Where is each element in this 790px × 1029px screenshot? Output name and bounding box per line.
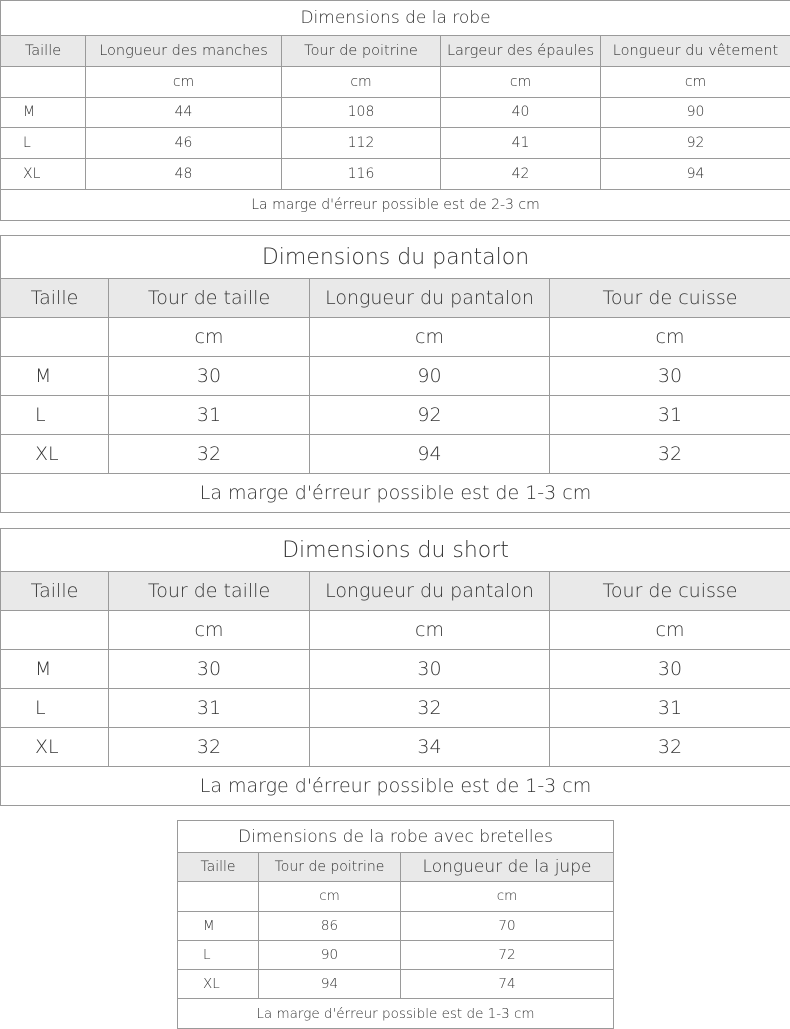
robe-bretelles-table-title: Dimensions de la robe avec bretelles xyxy=(178,821,614,853)
table-cell: 32 xyxy=(550,728,790,767)
table-cell: 42 xyxy=(441,159,601,190)
unit-cell: cm xyxy=(550,611,790,650)
table-cell: 94 xyxy=(601,159,790,190)
table-cell: 30 xyxy=(109,357,310,396)
table-cell: 32 xyxy=(109,728,310,767)
size-label: M xyxy=(1,357,109,396)
table-row xyxy=(1,97,790,128)
table-cell: 41 xyxy=(441,128,601,159)
table-cell: 31 xyxy=(550,689,790,728)
unit-cell: cm xyxy=(441,66,601,97)
unit-cell: cm xyxy=(109,611,310,650)
column-header-thigh: Tour de cuisse xyxy=(550,279,790,318)
unit-cell xyxy=(1,611,109,650)
robe-size-table xyxy=(0,0,790,221)
column-header-pants-length: Longueur du pantalon xyxy=(310,572,550,611)
table-cell: 48 xyxy=(86,159,282,190)
table-cell: 30 xyxy=(550,357,790,396)
column-header-garment-length: Longueur du vêtement xyxy=(601,36,790,67)
robe-bretelles-header-row xyxy=(178,853,614,882)
size-label: XL xyxy=(178,970,259,999)
unit-cell: cm xyxy=(282,66,441,97)
unit-cell: cm xyxy=(401,882,614,911)
table-cell: 90 xyxy=(259,940,401,969)
unit-cell: cm xyxy=(550,318,790,357)
short-header-row xyxy=(1,572,790,611)
table-cell: 108 xyxy=(282,97,441,128)
pantalon-size-table xyxy=(0,235,790,513)
column-header-shoulder-width: Largeur des épaules xyxy=(441,36,601,67)
table-cell: 32 xyxy=(109,435,310,474)
size-label: M xyxy=(178,911,259,940)
pantalon-header-row xyxy=(1,279,790,318)
size-label: L xyxy=(1,396,109,435)
short-size-table xyxy=(0,528,790,806)
table-row xyxy=(178,970,614,999)
table-cell: 34 xyxy=(310,728,550,767)
table-cell: 94 xyxy=(310,435,550,474)
column-header-thigh: Tour de cuisse xyxy=(550,572,790,611)
unit-cell xyxy=(1,66,86,97)
table-cell: 40 xyxy=(441,97,601,128)
unit-cell: cm xyxy=(259,882,401,911)
column-header-chest: Tour de poitrine xyxy=(282,36,441,67)
table-cell: 31 xyxy=(550,396,790,435)
unit-cell xyxy=(178,882,259,911)
size-label: XL xyxy=(1,159,86,190)
robe-bretelles-error-margin-note: La marge d'érreur possible est de 1-3 cm xyxy=(178,999,614,1028)
pantalon-table-title: Dimensions du pantalon xyxy=(1,236,790,279)
table-cell: 74 xyxy=(401,970,614,999)
table-row xyxy=(1,159,790,190)
table-row xyxy=(178,911,614,940)
column-header-sleeve-length: Longueur des manches xyxy=(86,36,282,67)
table-row xyxy=(178,940,614,969)
table-cell: 92 xyxy=(310,396,550,435)
table-row xyxy=(1,689,790,728)
table-cell: 90 xyxy=(310,357,550,396)
robe-table-title: Dimensions de la robe xyxy=(1,1,790,36)
size-label: M xyxy=(1,97,86,128)
unit-cell: cm xyxy=(310,318,550,357)
column-header-size: Taille xyxy=(1,36,86,67)
unit-cell xyxy=(1,318,109,357)
column-header-waist: Tour de taille xyxy=(109,572,310,611)
unit-cell: cm xyxy=(601,66,790,97)
size-label: L xyxy=(1,128,86,159)
pantalon-error-margin-note: La marge d'érreur possible est de 1-3 cm xyxy=(1,474,790,513)
table-row xyxy=(1,650,790,689)
robe-bretelles-size-table xyxy=(177,820,614,1029)
table-cell: 32 xyxy=(550,435,790,474)
robe-unit-row xyxy=(1,66,790,97)
robe-bretelles-unit-row xyxy=(178,882,614,911)
column-header-size: Taille xyxy=(1,279,109,318)
column-header-size: Taille xyxy=(1,572,109,611)
table-cell: 94 xyxy=(259,970,401,999)
table-row xyxy=(1,128,790,159)
short-unit-row xyxy=(1,611,790,650)
short-error-margin-note: La marge d'érreur possible est de 1-3 cm xyxy=(1,767,790,806)
size-label: M xyxy=(1,650,109,689)
unit-cell: cm xyxy=(310,611,550,650)
table-cell: 46 xyxy=(86,128,282,159)
column-header-pants-length: Longueur du pantalon xyxy=(310,279,550,318)
table-row xyxy=(1,396,790,435)
table-cell: 72 xyxy=(401,940,614,969)
pantalon-unit-row xyxy=(1,318,790,357)
table-row xyxy=(1,357,790,396)
table-row xyxy=(1,728,790,767)
table-cell: 30 xyxy=(109,650,310,689)
table-cell: 112 xyxy=(282,128,441,159)
robe-error-margin-note: La marge d'érreur possible est de 2-3 cm xyxy=(1,189,790,220)
table-cell: 116 xyxy=(282,159,441,190)
table-cell: 30 xyxy=(310,650,550,689)
unit-cell: cm xyxy=(86,66,282,97)
table-cell: 86 xyxy=(259,911,401,940)
table-cell: 44 xyxy=(86,97,282,128)
size-label: XL xyxy=(1,435,109,474)
table-cell: 31 xyxy=(109,689,310,728)
column-header-waist: Tour de taille xyxy=(109,279,310,318)
robe-header-row xyxy=(1,36,790,67)
table-cell: 70 xyxy=(401,911,614,940)
size-label: L xyxy=(178,940,259,969)
size-label: XL xyxy=(1,728,109,767)
table-cell: 31 xyxy=(109,396,310,435)
column-header-size: Taille xyxy=(178,853,259,882)
table-cell: 30 xyxy=(550,650,790,689)
table-cell: 90 xyxy=(601,97,790,128)
table-row xyxy=(1,435,790,474)
short-table-title: Dimensions du short xyxy=(1,529,790,572)
size-label: L xyxy=(1,689,109,728)
column-header-skirt-length: Longueur de la jupe xyxy=(401,853,614,882)
column-header-chest: Tour de poitrine xyxy=(259,853,401,882)
table-cell: 32 xyxy=(310,689,550,728)
table-cell: 92 xyxy=(601,128,790,159)
unit-cell: cm xyxy=(109,318,310,357)
